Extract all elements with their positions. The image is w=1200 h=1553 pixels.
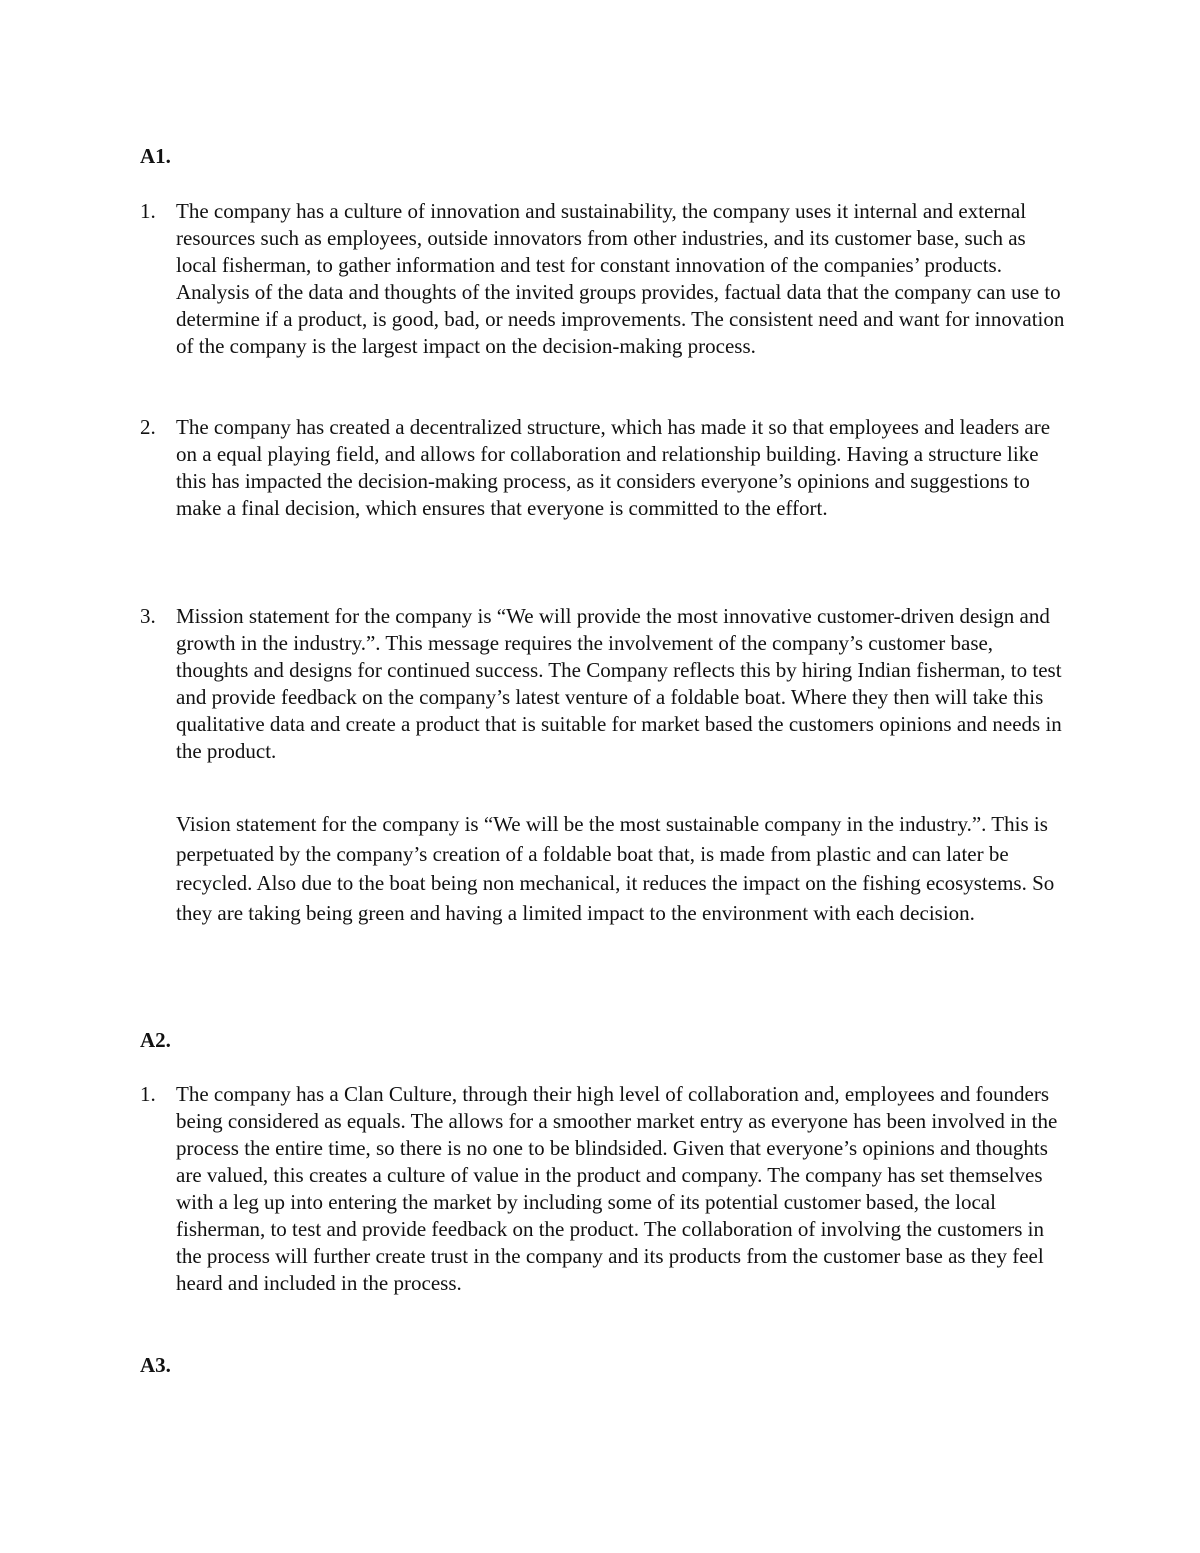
list-number: 2.: [140, 415, 156, 439]
list-item-text: The company has created a decentralized structure, which has made it so that employees and leaders are on a equal playing field, and allows for collaboration and relationship building. Having a structure like this has impacted the decision-making process, as it considers everyone’s opinions and suggestions to make a final decision, which ensures that everyone is committed to the effort.: [176, 415, 1051, 520]
list-item-text: Mission statement for the company is “We will provide the most innovative customer-driven design and growth in the industry.”. This message requires the involvement of the company’s customer base, thoughts and designs for continued success. The Company reflects this by hiring Indian fisherman, to test and provide feedback on the company’s latest venture of a foldable boat. Where they then will take this qualitative data and create a product that is suitable for market based the customers opinions and needs in the product.: [176, 604, 1062, 763]
vision-text: Vision statement for the company is “We will be the most sustainable company in the industry.”. This is perpetuated by the company’s creation of a foldable boat that, is made from plastic and can later be recycled. Also due to the boat being non mechanical, it reduces the impact on the fishing ecosystems. So they are taking being green and having a limited impact to the environment with each decision.: [176, 812, 1055, 925]
list-number: 1.: [140, 199, 156, 223]
section-heading-a2: A2.: [140, 1028, 171, 1052]
list-number: 3.: [140, 604, 156, 628]
list-item-a2-1: [140, 1081, 1070, 1297]
list-item-text: The company has a culture of innovation and sustainability, the company uses it internal and external resources such as employees, outside innovators from other industries, and its customer base, such as local fisherman, to gather information and test for constant innovation of the companies’ products. Analysis of the data and thoughts of the invited groups provides, factual data that the company can use to determine if a product, is good, bad, or needs improvements. The consistent need and want for innovation of the company is the largest impact on the decision-making process.: [176, 199, 1065, 358]
list-item-a1-3: [140, 603, 1070, 765]
list-item-text: The company has a Clan Culture, through their high level of collaboration and, employees and founders being considered as equals. The allows for a smoother market entry as everyone has been involved in the process the entire time, so there is no one to be blindsided. Given that everyone’s opinions and thoughts are valued, this creates a culture of value in the product and company. The company has set themselves with a leg up into entering the market by including some of its potential customer based, the local fisherman, to test and provide feedback on the product. The collaboration of involving the customers in the process will further create trust in the company and its products from the customer base as they feel heard and included in the process.: [176, 1082, 1058, 1295]
list-number: 1.: [140, 1082, 156, 1106]
vision-paragraph: [140, 810, 1070, 928]
list-item-a1-1: [140, 198, 1070, 360]
list-item-a1-2: [140, 414, 1070, 522]
section-heading-a3: A3.: [140, 1353, 171, 1377]
section-heading-a1: A1.: [140, 144, 171, 168]
